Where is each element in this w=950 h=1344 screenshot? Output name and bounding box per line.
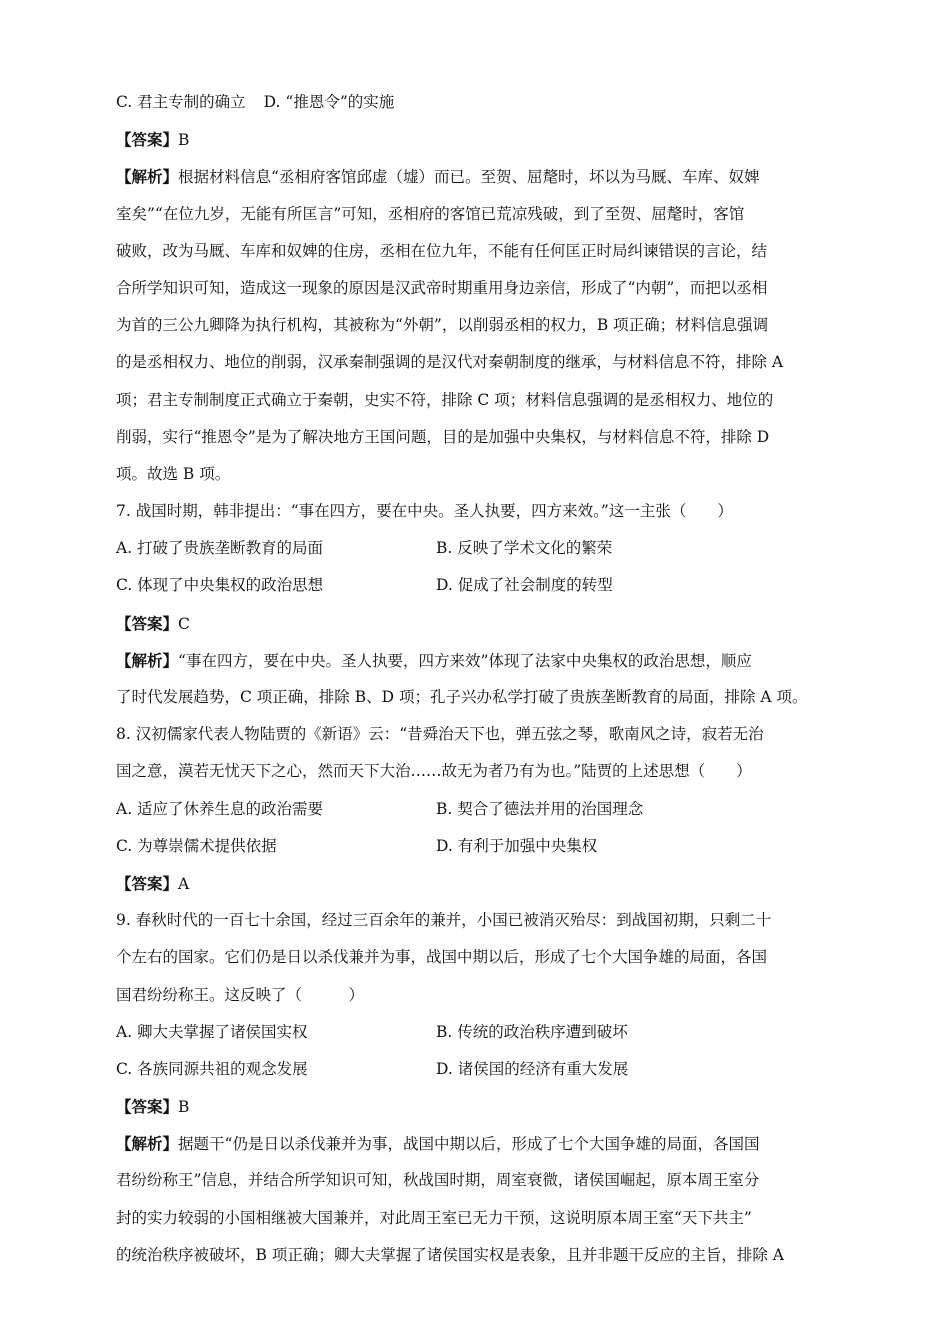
option-c: C. 体现了中央集权的政治思想 (116, 576, 324, 595)
answer-value: C (178, 614, 190, 633)
analysis-line: 项。故选 B 项。 (116, 464, 231, 483)
option-d: D. 诸侯国的经济有重大发展 (436, 1059, 629, 1078)
analysis-label: 【解析】 (116, 650, 179, 670)
answer-label: 【答案】 (116, 873, 179, 893)
analysis-line: 的统治秩序被破坏，B 项正确；卿大夫掌握了诸侯国实权是表象，且并非题干反应的主旨，排除 A (116, 1245, 784, 1264)
answer-label: 【答案】 (116, 130, 179, 150)
analysis-line: 为首的三公九卿降为执行机构，其被称为“外朝”，以削弱丞相的权力，B 项正确；材料信息强调 (116, 316, 769, 335)
answer-value: B (178, 1098, 190, 1117)
option-b: B. 反映了学术文化的繁荣 (436, 539, 613, 558)
analysis-line: 君纷纷称王”信息，并结合所学知识可知，秋战国时期，周室衰微，诸侯国崛起，原本周王室分 (116, 1171, 760, 1190)
answer-line (116, 865, 836, 902)
options-row (116, 791, 836, 828)
options-row (116, 530, 836, 567)
option-c: C. 君主专制的确立 (116, 93, 246, 111)
options-row (116, 567, 836, 604)
analysis-label: 【解析】 (116, 167, 179, 187)
option-c: C. 各族同源共祖的观念发展 (116, 1059, 308, 1078)
question-stem: 8. 汉初儒家代表人物陆贾的《新语》云：“昔舜治天下也，弹五弦之琴，歌南风之诗，寂若无治 (116, 725, 764, 744)
prev-options-row (116, 84, 836, 121)
document-page (116, 84, 836, 1274)
answer-label: 【答案】 (116, 1097, 179, 1117)
options-row (116, 1051, 836, 1088)
options-row (116, 828, 836, 865)
option-a: A. 卿大夫掌握了诸侯国实权 (116, 1022, 308, 1041)
analysis-text: 据题干“仍是日以杀伐兼并为事，战国中期以后，形成了七个大国争雄的局面，各国国 (178, 1135, 760, 1154)
option-a: A. 打破了贵族垄断教育的局面 (116, 539, 324, 558)
analysis-line: 削弱，实行“推恩令”是为了解决地方王国问题，目的是加强中央集权，与材料信息不符，排除 D (116, 427, 770, 446)
options-row (116, 1014, 836, 1051)
question-stem: 9. 春秋时代的一百七十余国，经过三百余年的兼并，小国已被消灭殆尽：到战国初期，只剩二十 (116, 911, 772, 930)
option-d: D. 促成了社会制度的转型 (436, 576, 613, 595)
question-stem: 国君纷纷称王。这反映了（ ） (116, 985, 365, 1004)
analysis-line: 室矣”“在位九岁，无能有所匡言”可知，丞相府的客馆已荒凉残破，到了至贺、屈氂时，客馆 (116, 204, 745, 223)
option-b: B. 传统的政治秩序遭到破坏 (436, 1022, 628, 1041)
option-a: A. 适应了休养生息的政治需要 (116, 799, 324, 818)
analysis-label: 【解析】 (116, 1134, 179, 1154)
analysis-line (116, 1125, 836, 1162)
answer-value: A (178, 874, 190, 893)
analysis-line (116, 642, 836, 679)
question-stem: 个左右的国家。它们仍是日以杀伐兼并为事，战国中期以后，形成了七个大国争雄的局面，各国 (116, 948, 768, 967)
question-stem: 国之意，漠若无忧天下之心，然而天下大治……故无为者乃有为也。”陆贾的上述思想（ ） (116, 762, 752, 781)
question-stem: 7. 战国时期，韩非提出：“事在四方，要在中央。圣人执要，四方来效。”这一主张（ ） (116, 502, 733, 521)
answer-value: B (178, 131, 190, 150)
analysis-line: 破败，改为马厩、车库和奴婢的住房，丞相在位九年，不能有任何匡正时局纠谏错误的言论，结 (116, 241, 768, 260)
answer-line (116, 121, 836, 158)
option-d: D. 有利于加强中央集权 (436, 836, 598, 855)
answer-line (116, 605, 836, 642)
answer-line (116, 1088, 836, 1125)
analysis-line (116, 158, 836, 195)
analysis-line: 项；君主专制制度正式确立于秦朝，史实不符，排除 C 项；材料信息强调的是丞相权力、地位的 (116, 390, 774, 409)
analysis-line: 合所学知识可知，造成这一现象的原因是汉武帝时期重用身边亲信，形成了“内朝”，而把以丞相 (116, 278, 768, 297)
option-c: C. 为尊崇儒术提供依据 (116, 836, 277, 855)
analysis-line: 的是丞相权力、地位的削弱，汉承秦制强调的是汉代对秦朝制度的继承，与材料信息不符，排除 A (116, 353, 784, 372)
analysis-line: 了时代发展趋势，C 项正确，排除 B、D 项；孔子兴办私学打破了贵族垄断教育的局面，排除 A 项。 (116, 688, 808, 706)
analysis-text: 根据材料信息“丞相府客馆邱虚（墟）而已。至贺、屈氂时，坏以为马厩、车库、奴婢 (178, 168, 760, 187)
answer-label: 【答案】 (116, 613, 179, 633)
analysis-line: 封的实力较弱的小国相继被大国兼并，对此周王室已无力干预，这说明原本周王室“天下共主” (116, 1208, 752, 1227)
analysis-text: “事在四方，要在中央。圣人执要，四方来效”体现了法家中央集权的政治思想，顺应 (178, 651, 752, 670)
option-b: B. 契合了德法并用的治国理念 (436, 799, 644, 818)
option-d: D. “推恩令”的实施 (263, 93, 395, 111)
